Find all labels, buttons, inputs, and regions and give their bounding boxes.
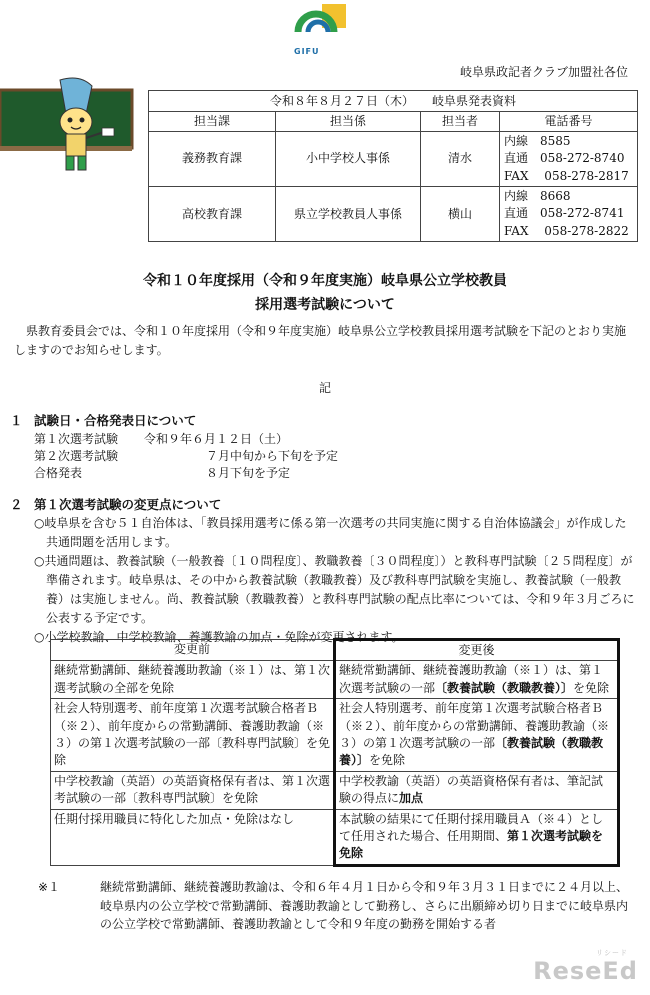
extension: 内線 8668 <box>504 188 571 203</box>
fax: FAX 058-278-2822 <box>504 223 629 238</box>
watermark-main: ReseEd <box>533 957 638 986</box>
release-date-line: 令和８年８月２７日（木） 岐阜県発表資料 <box>149 91 638 112</box>
contact-table <box>148 90 638 242</box>
person-cell: 横山 <box>421 186 500 241</box>
schedule-label: 第１次選考試験 <box>34 432 119 446</box>
document-title-line2: 採用選考試験について <box>255 297 395 313</box>
dept-cell: 高校教育課 <box>149 186 276 241</box>
emphasis: 〔教養試験（教職教養）〕 <box>435 680 574 695</box>
table-row <box>51 661 619 699</box>
list-item <box>34 465 338 482</box>
section-number: １ <box>10 413 23 428</box>
phone-cell <box>500 186 638 241</box>
list-item <box>34 431 338 448</box>
after-cell: 中学校教諭（英語）の英語資格保有者は、筆記試験の得点に加点 <box>335 771 619 809</box>
watermark-sub: リシード <box>596 949 628 958</box>
list-item <box>34 448 338 465</box>
before-cell: 継続常勤講師、継続養護助教諭（※１）は、第１次選考試験の全部を免除 <box>51 661 335 699</box>
contact-row <box>149 131 638 186</box>
change-bullets <box>34 514 638 647</box>
footnote-1 <box>38 878 638 934</box>
intro-paragraph: 県教育委員会では、令和１０年度採用（令和９年度実施）岐阜県公立学校教員採用選考試験を下記のとおり実施しますのでお知らせします。 <box>14 324 627 357</box>
emphasis: 〔教養試験（教職教養）〕 <box>339 735 604 768</box>
after-cell: 本試験の結果にて任期付採用職員Ａ（※４）として任用された場合、任用期間、第１次選考試験を免除 <box>335 809 619 865</box>
after-cell: 継続常勤講師、継続養護助教諭（※１）は、第１次選考試験の一部〔教養試験（教職教養）〕を免除 <box>335 661 619 699</box>
header-phone: 電話番号 <box>500 112 638 132</box>
header-section: 担当係 <box>276 112 421 132</box>
footnote-mark: ※１ <box>38 880 61 894</box>
table-row <box>51 809 619 865</box>
header-person: 担当者 <box>421 112 500 132</box>
schedule-label: 第２次選考試験 <box>34 449 119 463</box>
before-cell: 中学校教諭（英語）の英語資格保有者は、第１次選考試験の一部〔教科専門試験〕を免除 <box>51 771 335 809</box>
section-cell: 小中学校人事係 <box>276 131 421 186</box>
dept-cell: 義務教育課 <box>149 131 276 186</box>
header-dept: 担当課 <box>149 112 276 132</box>
table-row <box>51 699 619 772</box>
section-number: ２ <box>10 497 23 512</box>
schedule-label: 合格発表 <box>34 466 83 480</box>
table-row <box>51 771 619 809</box>
person-cell: 清水 <box>421 131 500 186</box>
header-after: 変更後 <box>335 640 619 661</box>
extension: 内線 8585 <box>504 133 571 148</box>
distribution-line: 岐阜県政記者クラブ加盟社各位 <box>459 65 628 79</box>
gifu-prefecture-logo <box>288 2 352 60</box>
list-item: ○共通問題は、教養試験（一般教養〔１０問程度〕、教職教養〔３０問程度〕）と教科専門試験〔２５問程度〕が準備されます。岐阜県は、その中から教養試験（教職教養）及び教科専門試験を実施し、教養試験（一般教養）は実施しません。尚、教養試験（教職教養）と教科専門試験の配点比率については、令和９年３月ごろに公表する予定です。 <box>34 553 635 625</box>
section-title: 試験日・合格発表日について <box>34 413 197 428</box>
logo-text: GIFU <box>294 47 320 56</box>
footnote-text: 継続常勤講師、継続養護助教諭は、令和６年４月１日から令和９年３月３１日までに２４月以上、岐阜県内の公立学校で常勤講師、養護助教諭として勤務し、さらに出願締め切り日までに岐阜県内の公立学校で常勤講師、養護助教諭として令和９年度の勤務を開始する者 <box>100 880 629 932</box>
before-cell: 任期付採用職員に特化した加点・免除はなし <box>51 809 335 865</box>
emphasis: 加点 <box>399 791 424 806</box>
after-cell: 社会人特別選考、前年度第１次選考試験合格者Ｂ（※２）、前年度からの常勤講師、養護助教諭（※３）の第１次選考試験の一部〔教養試験（教職教養）〕を免除 <box>335 699 619 772</box>
document-title-line1: 令和１０年度採用（令和９年度実施）岐阜県公立学校教員 <box>143 273 507 289</box>
list-item: ○岐阜県を含む５１自治体は、「教員採用選考に係る第一次選考の共同実施に関する自治体協議会」が作成した共通問題を活用します。 <box>34 516 627 549</box>
resed-watermark <box>533 949 638 989</box>
list-item: ○小学校教諭、中学校教諭、養護教諭の加点・免除が変更されます。 <box>34 629 404 644</box>
header-before: 変更前 <box>51 640 335 661</box>
direct-line: 直通 058-272-8741 <box>504 206 625 221</box>
phone-cell <box>500 131 638 186</box>
direct-line: 直通 058-272-8740 <box>504 151 625 166</box>
fax: FAX 058-278-2817 <box>504 168 629 183</box>
section-title: 第１次選考試験の変更点について <box>34 497 222 512</box>
change-comparison-table <box>50 638 620 867</box>
before-cell: 社会人特別選考、前年度第１次選考試験合格者Ｂ（※２）、前年度からの常勤講師、養護助教諭（※３）の第１次選考試験の一部〔教科専門試験〕を免除 <box>51 699 335 772</box>
ki-marker: 記 <box>318 381 331 395</box>
schedule-value: ８月下旬を予定 <box>194 466 291 480</box>
schedule-value: ７月中旬から下旬を予定 <box>194 449 339 463</box>
section2-heading <box>10 496 221 514</box>
emphasis: 第１次選考試験を免除 <box>339 828 604 861</box>
schedule-list <box>34 431 338 482</box>
contact-row <box>149 186 638 241</box>
schedule-value: 令和９年６月１２日（土） <box>144 432 289 446</box>
section-cell: 県立学校教員人事係 <box>276 186 421 241</box>
section1-heading <box>10 412 196 430</box>
mascot-blackboard-illustration <box>0 76 140 172</box>
